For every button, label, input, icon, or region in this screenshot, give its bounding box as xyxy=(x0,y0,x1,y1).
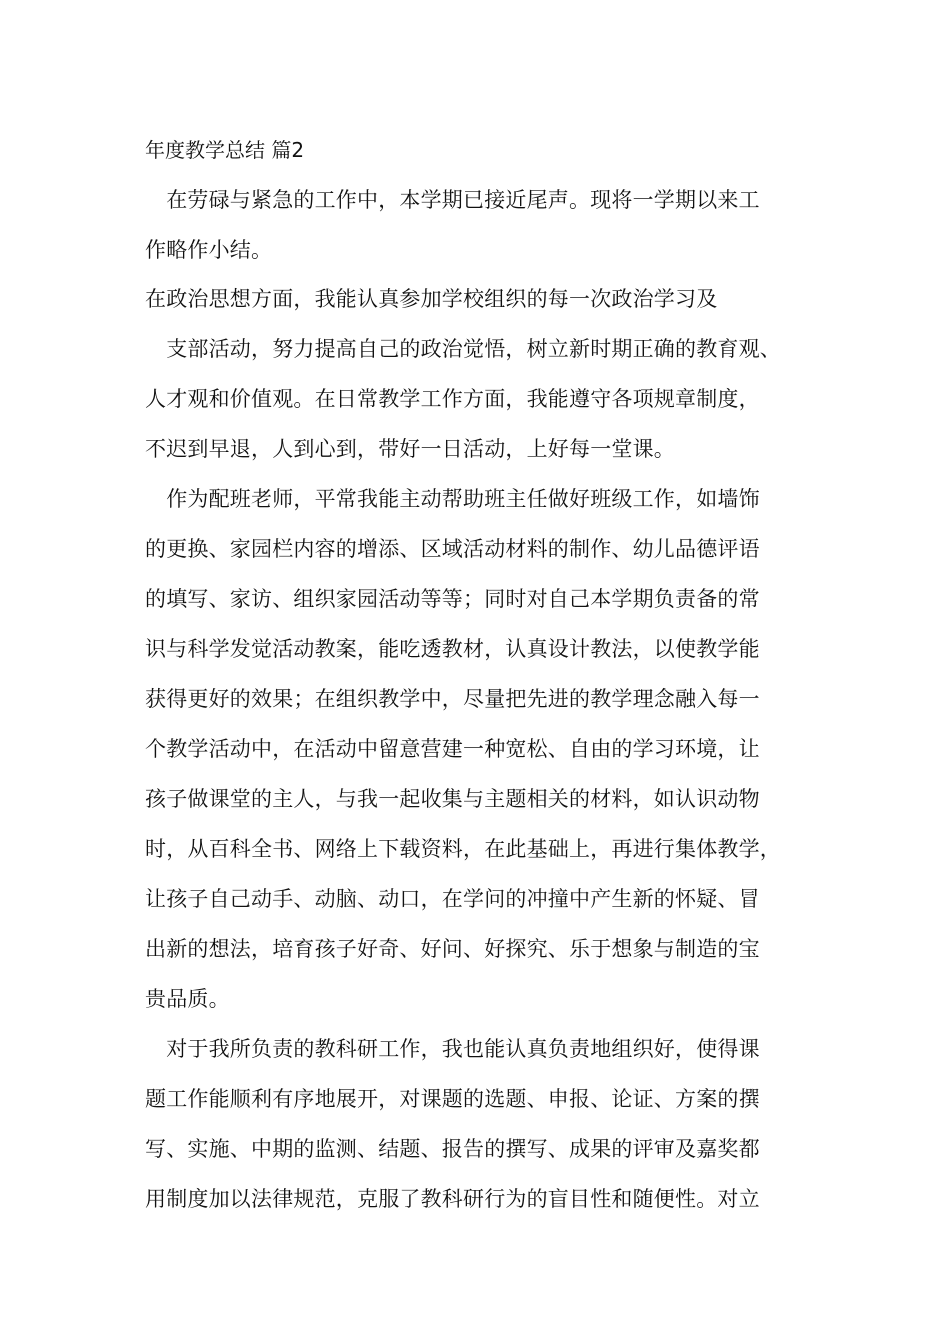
text-line: 孩子做课堂的主人，与我一起收集与主题相关的材料，如认识动物 xyxy=(145,787,760,811)
text-line: 的更换、家园栏内容的增添、区域活动材料的制作、幼儿品德评语 xyxy=(145,537,760,561)
text-line: 作略作小结。 xyxy=(145,238,273,262)
text-line: 不迟到早退，人到心到，带好一日活动，上好每一堂课。 xyxy=(145,437,675,461)
text-line: 人才观和价值观。在日常教学工作方面，我能遵守各项规章制度， xyxy=(145,387,760,411)
text-line: 让孩子自己动手、动脑、动口，在学问的冲撞中产生新的怀疑、冒 xyxy=(145,887,760,911)
text-line: 的填写、家访、组织家园活动等等；同时对自己本学期负责备的常 xyxy=(145,587,760,611)
text-line: 贵品质。 xyxy=(145,987,230,1011)
text-line: 作为配班老师，平常我能主动帮助班主任做好班级工作，如墙饰 xyxy=(145,487,760,511)
text-line: 对于我所负责的教科研工作，我也能认真负责地组织好，使得课 xyxy=(145,1037,760,1061)
document-title: 年度教学总结 篇2 xyxy=(145,138,305,162)
text-line: 在劳碌与紧急的工作中，本学期已接近尾声。现将一学期以来工 xyxy=(145,188,760,212)
text-line: 写、实施、中期的监测、结题、报告的撰写、成果的评审及嘉奖都 xyxy=(145,1137,760,1161)
text-line: 时，从百科全书、网络上下载资料，在此基础上，再进行集体教学， xyxy=(145,837,781,861)
text-line: 识与科学发觉活动教案，能吃透教材，认真设计教法，以使教学能 xyxy=(145,637,760,661)
text-line: 在政治思想方面，我能认真参加学校组织的每一次政治学习及 xyxy=(145,287,718,311)
text-line: 支部活动，努力提高自己的政治觉悟，树立新时期正确的教育观、 xyxy=(145,337,781,361)
text-line: 个教学活动中，在活动中留意营建一种宽松、自由的学习环境，让 xyxy=(145,737,760,761)
text-line: 出新的想法，培育孩子好奇、好问、好探究、乐于想象与制造的宝 xyxy=(145,937,760,961)
text-line: 题工作能顺利有序地展开，对课题的选题、申报、论证、方案的撰 xyxy=(145,1087,760,1111)
text-line: 获得更好的效果；在组织教学中，尽量把先进的教学理念融入每一 xyxy=(145,687,760,711)
text-line: 用制度加以法律规范，克服了教科研行为的盲目性和随便性。对立 xyxy=(145,1187,760,1211)
